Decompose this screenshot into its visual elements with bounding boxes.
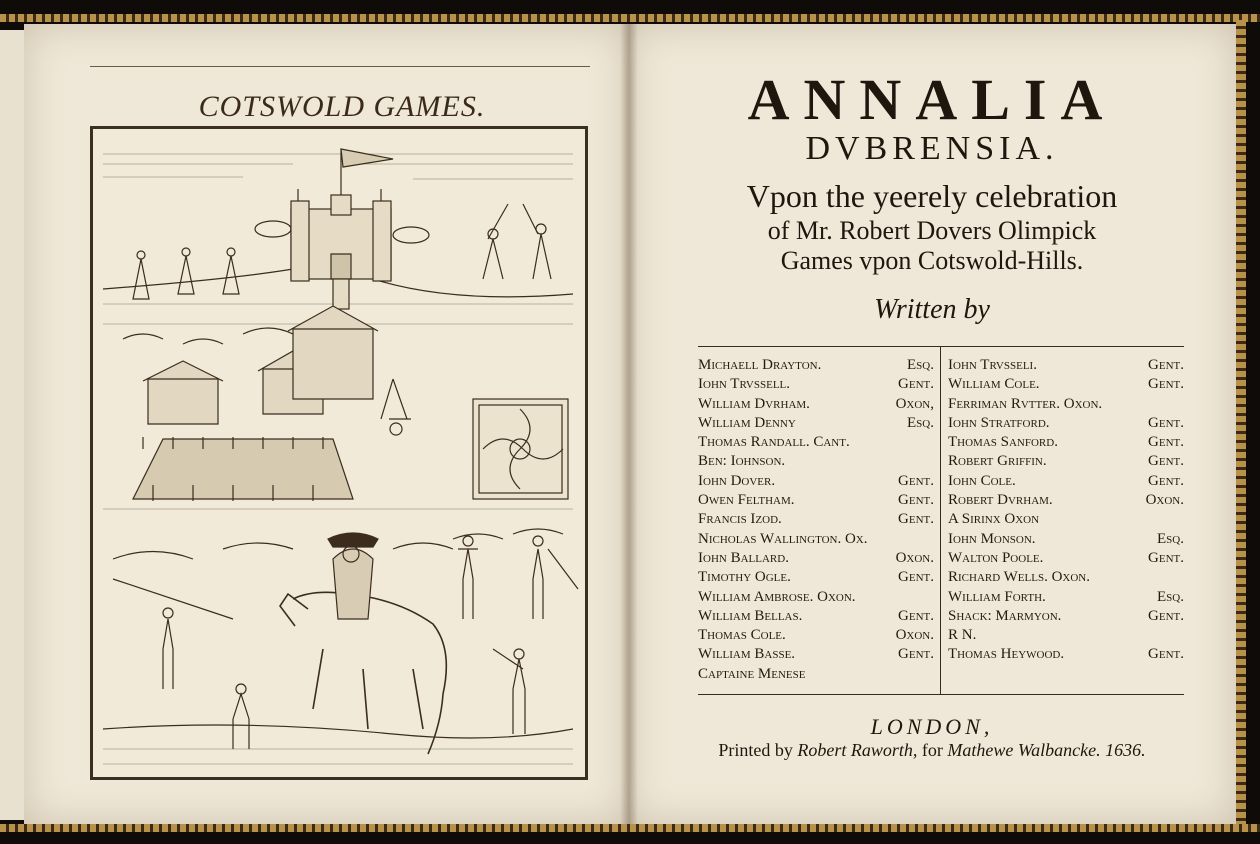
author-name: Iohn Dover. <box>698 472 776 489</box>
author-name: Iohn Monson. <box>948 530 1036 547</box>
title-line-3: Games vpon Cotswold-Hills. <box>780 246 1084 275</box>
author-box-divider <box>940 346 941 694</box>
author-rank <box>928 530 934 549</box>
author-name: A Sirinx Oxon <box>948 511 1040 528</box>
author-entry <box>948 588 1184 607</box>
imprint-line <box>632 740 1232 761</box>
author-rank <box>928 588 934 607</box>
gilt-border-right <box>1236 20 1246 826</box>
author-entry <box>948 356 1184 375</box>
title-line-2: of Mr. Robert Dovers Olimpick <box>767 216 1097 245</box>
author-entry <box>698 665 934 684</box>
author-name: R N. <box>948 627 977 644</box>
author-entry <box>698 626 934 645</box>
title-line-1: Vpon the yeerely celebration <box>746 178 1118 214</box>
author-rank: Gent. <box>898 511 934 528</box>
author-name: Richard Wells. Oxon. <box>948 569 1090 586</box>
book-subtitle: DVBRENSIA. <box>805 130 1059 167</box>
author-rank: Gent. <box>1148 646 1184 663</box>
author-rank <box>1178 626 1184 645</box>
frontispiece-rule <box>90 66 590 67</box>
author-entry <box>948 568 1184 587</box>
author-entry <box>948 491 1184 510</box>
author-rank <box>928 452 934 471</box>
author-entry <box>698 414 934 433</box>
author-entry <box>698 568 934 587</box>
author-rank: Gent. <box>1148 453 1184 470</box>
imprint-city: LONDON, <box>870 714 994 739</box>
author-rank: Gent. <box>898 376 934 393</box>
author-list-left <box>698 356 934 684</box>
author-rank: Esq. <box>1157 530 1184 547</box>
author-rank <box>1178 510 1184 529</box>
author-entry <box>948 549 1184 568</box>
author-entry <box>698 530 934 549</box>
author-rank <box>928 665 934 684</box>
author-name: William Dvrham. <box>698 395 810 412</box>
imprint-printer: Robert Raworth, <box>797 740 918 760</box>
author-rank <box>928 433 934 452</box>
author-rank: Gent. <box>898 607 934 624</box>
author-entry <box>948 395 1184 414</box>
author-entry <box>698 491 934 510</box>
imprint-publisher: Mathewe Walbancke. <box>947 740 1101 760</box>
author-rank <box>1178 568 1184 587</box>
author-name: William Basse. <box>698 646 796 663</box>
author-name: Iohn Trvssell. <box>698 376 791 393</box>
author-entry <box>698 588 934 607</box>
author-rank: Oxon. <box>1145 492 1184 509</box>
author-entry <box>698 356 934 375</box>
author-entry <box>698 395 934 414</box>
author-name: Iohn Ballard. <box>698 549 789 566</box>
author-name: Thomas Heywood. <box>948 646 1065 663</box>
author-entry <box>698 510 934 529</box>
author-name: William Ambrose. Oxon. <box>698 588 856 605</box>
author-rank: Gent. <box>1148 414 1184 431</box>
author-entry <box>698 645 934 664</box>
author-rank: Gent. <box>1148 607 1184 624</box>
author-name: Shack: Marmyon. <box>948 607 1062 624</box>
author-name: Iohn Cole. <box>948 472 1016 489</box>
author-name: Thomas Cole. <box>698 627 786 644</box>
author-rank: Esq. <box>907 414 934 431</box>
author-rank: Gent. <box>1148 434 1184 451</box>
author-rank: Gent. <box>898 472 934 489</box>
page-edges <box>0 30 25 820</box>
imprint-printed: Printed by <box>718 740 793 760</box>
figure-title: COTSWOLD GAMES. <box>198 90 486 123</box>
author-rank: Oxon. <box>895 549 934 566</box>
gilt-border-top <box>0 14 1260 22</box>
author-rank: Gent. <box>898 646 934 663</box>
imprint-for: for <box>921 740 943 760</box>
author-entry <box>698 472 934 491</box>
author-name: Thomas Randall. Cant. <box>698 434 850 451</box>
author-name: Iohn Trvsseli. <box>948 357 1037 373</box>
author-entry <box>698 452 934 471</box>
author-rank: Oxon. <box>895 627 934 644</box>
author-name: Robert Dvrham. <box>948 492 1053 509</box>
cotswold-games-engraving <box>90 126 588 780</box>
engraving-illustration <box>93 129 585 777</box>
author-name: William Cole. <box>948 376 1040 393</box>
author-list-right <box>948 356 1184 665</box>
author-entry <box>948 375 1184 394</box>
author-name: Nicholas Wallington. Ox. <box>698 530 868 547</box>
author-name: William Denny <box>698 414 796 431</box>
author-name: Robert Griffin. <box>948 453 1047 470</box>
written-by: Written by <box>874 294 990 325</box>
author-rank: Gent. <box>1148 357 1184 373</box>
author-box-top-rule <box>698 346 1184 347</box>
author-entry <box>948 607 1184 626</box>
author-box-bottom-rule <box>698 694 1184 695</box>
author-entry <box>948 433 1184 452</box>
author-name: Francis Izod. <box>698 511 782 528</box>
imprint-year: 1636. <box>1105 740 1146 760</box>
author-name: Ferriman Rvtter. Oxon. <box>948 395 1103 412</box>
author-entry <box>698 549 934 568</box>
author-rank <box>1178 395 1184 414</box>
author-name: Timothy Ogle. <box>698 569 791 586</box>
author-rank: Esq. <box>1157 588 1184 605</box>
author-rank: Esq. <box>907 357 934 373</box>
gilt-border-bottom <box>0 824 1260 832</box>
author-rank: Gent. <box>898 492 934 509</box>
author-name: William Bellas. <box>698 607 803 624</box>
author-entry <box>948 472 1184 491</box>
author-rank: Gent. <box>898 569 934 586</box>
author-entry <box>698 607 934 626</box>
author-entry <box>948 645 1184 664</box>
author-name: Walton Poole. <box>948 549 1044 566</box>
author-name: Iohn Stratford. <box>948 414 1050 431</box>
author-name: Michaell Drayton. <box>698 357 822 373</box>
author-entry <box>948 452 1184 471</box>
author-entry <box>698 433 934 452</box>
author-name: William Forth. <box>948 588 1046 605</box>
author-entry <box>948 530 1184 549</box>
author-entry <box>948 510 1184 529</box>
author-rank: Gent. <box>1148 549 1184 566</box>
author-rank: Gent. <box>1148 472 1184 489</box>
author-name: Owen Feltham. <box>698 492 795 509</box>
author-rank: Oxon, <box>895 395 934 412</box>
author-name: Ben: Iohnson. <box>698 453 786 470</box>
author-entry <box>698 375 934 394</box>
book-title: ANNALIA <box>747 67 1117 132</box>
author-entry <box>948 414 1184 433</box>
author-name: Thomas Sanford. <box>948 434 1058 451</box>
author-entry <box>948 626 1184 645</box>
author-name: Captaine Menese <box>698 665 806 682</box>
author-rank: Gent. <box>1148 376 1184 393</box>
